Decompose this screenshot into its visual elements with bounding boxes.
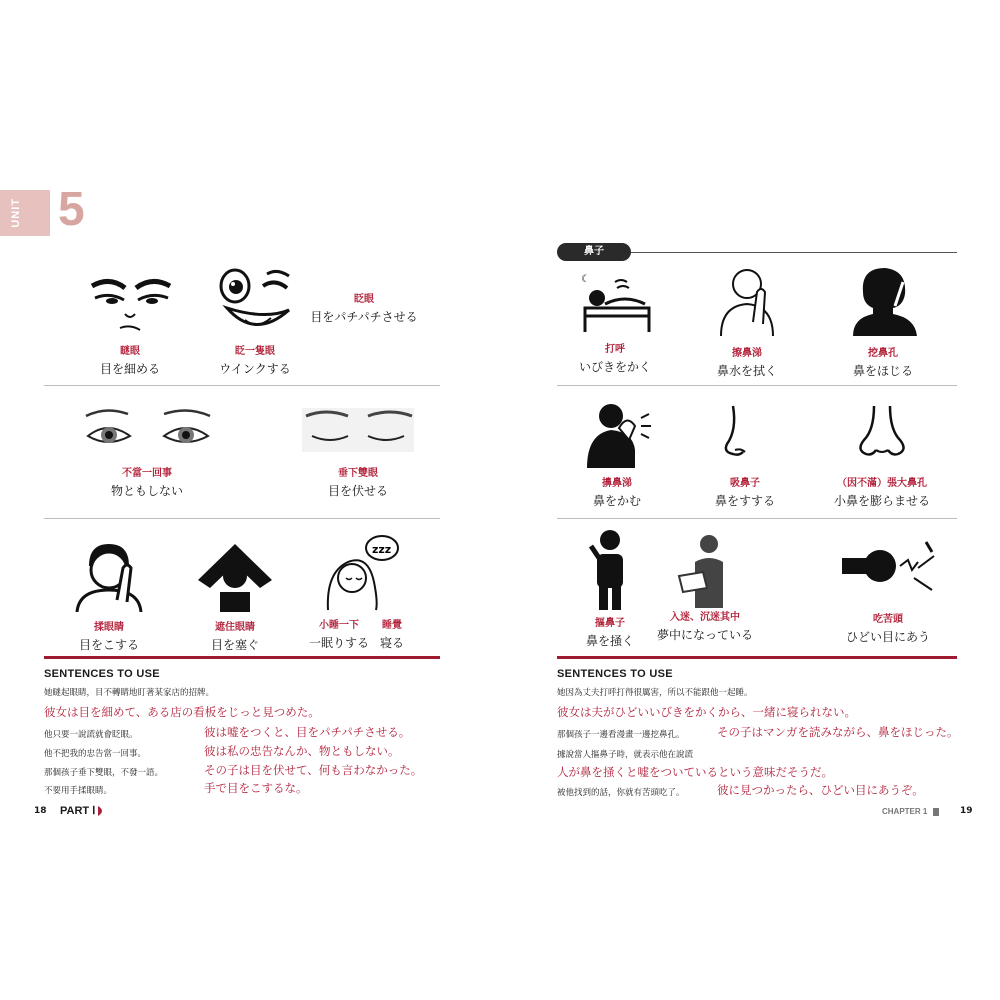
sleeping-woman-icon — [322, 532, 402, 612]
vocab-jp: 鼻を掻く — [585, 634, 634, 648]
vocab-zh: 小睡一下 — [319, 620, 359, 631]
vocab-jp: 一眠りする — [308, 636, 369, 650]
sentence-jp: 彼は嘘をつくと、目をパチパチさせる。 — [204, 725, 411, 739]
vocab-jp: ウインクする — [219, 362, 291, 376]
vocab-item-cover-eyes — [190, 536, 280, 653]
vocab-zh: 不當一回事 — [122, 468, 172, 479]
person-scratching-nose-icon — [585, 528, 635, 610]
vocab-item-snore — [570, 268, 660, 375]
sentences-rule — [557, 656, 957, 659]
sentence-zh: 被他找到的話，你就有苦頭吃了。 — [557, 788, 685, 798]
row-divider — [44, 518, 440, 519]
flared-nostrils-icon — [852, 400, 912, 468]
punch-impact-icon — [838, 538, 938, 600]
vocab-zh: 眨一隻眼 — [235, 346, 275, 357]
vocab-jp: 小鼻を膨らませる — [833, 494, 930, 508]
vocab-zh: 打呼 — [605, 344, 625, 355]
sentence-zh: 她因為丈夫打呼打得很厲害，所以不能跟他一起睡。 — [557, 688, 753, 698]
vocab-zh: 垂下雙眼 — [338, 468, 378, 479]
vocab-jp: 鼻をかむ — [592, 494, 641, 508]
vocab-jp: 寝る — [379, 636, 404, 650]
vocab-item-flare-nostrils — [822, 400, 942, 509]
row-divider — [44, 385, 440, 386]
squinting-face-icon — [70, 268, 190, 342]
vocab-item-blink — [306, 290, 422, 325]
vocab-zh: 吸鼻子 — [730, 478, 760, 489]
vocab-item-squint — [70, 268, 190, 377]
svg-text:zzz: zzz — [372, 543, 392, 556]
open-eyes-icon — [72, 404, 222, 456]
vocab-jp: 夢中になっている — [656, 628, 753, 642]
sentence-jp: その子は目を伏せて、何も言わなかった。 — [204, 763, 423, 777]
vocab-zh: 擤鼻涕 — [602, 478, 632, 489]
person-wiping-nose-icon — [707, 262, 787, 336]
downcast-eyes-icon — [296, 404, 420, 456]
sentence-zh: 那個孩子垂下雙眼，不發一語。 — [44, 768, 164, 778]
sentence-zh: 他不把我的忠告當一回事。 — [44, 749, 147, 759]
vocab-item-ignore — [72, 404, 222, 499]
vocab-zh: 揉眼睛 — [94, 622, 124, 633]
vocab-item-scratch-nose — [570, 528, 650, 649]
sentences-title: SENTENCES TO USE — [557, 668, 673, 680]
vocab-item-wink — [200, 254, 310, 377]
vocab-jp: 鼻をほじる — [852, 364, 913, 378]
row-divider — [557, 385, 957, 386]
snoring-in-bed-icon — [575, 268, 655, 336]
sentence-zh: 她瞇起眼睛，目不轉睛地盯著某家店的招牌。 — [44, 688, 215, 698]
svg-text:☾: ☾ — [581, 274, 590, 285]
sentence-jp: 人が鼻を掻くと嘘をついているという意味だそうだ。 — [557, 765, 833, 779]
unit-number: 5 — [58, 183, 85, 236]
vocab-jp: 目を塞ぐ — [210, 638, 259, 652]
vocab-item-nap — [306, 616, 372, 651]
chapter-marker-icon — [933, 808, 939, 816]
vocab-item-lower-eyes — [296, 404, 420, 499]
vocab-item-nap-icon-wrap — [322, 532, 402, 612]
sentence-zh: 不要用手揉眼睛。 — [44, 786, 113, 796]
vocab-zh: 擦鼻涕 — [732, 348, 762, 359]
vocab-jp: いびきをかく — [578, 360, 651, 374]
vocab-item-pick-nose — [838, 262, 928, 379]
vocab-zh: 眨眼 — [354, 294, 374, 305]
vocab-zh: （因不滿）張大鼻孔 — [837, 478, 927, 489]
vocab-item-blow-nose — [572, 400, 662, 509]
vocab-zh: 睡覺 — [382, 620, 402, 631]
vocab-jp: ひどい目にあう — [845, 630, 930, 644]
person-rubbing-eyes-icon — [69, 536, 149, 612]
chapter-label: CHAPTER 1 — [882, 807, 928, 816]
person-picking-nose-icon — [843, 262, 923, 336]
row-divider — [557, 518, 957, 519]
page-number-left: 18 — [34, 806, 47, 816]
winking-face-icon — [205, 254, 305, 342]
vocab-zh: 入迷、沉迷其中 — [670, 612, 740, 623]
vocab-jp: 物ともしない — [110, 484, 183, 498]
sentence-jp: 彼女は目を細めて、ある店の看板をじっと見つめた。 — [44, 705, 320, 719]
vocab-zh: 摳鼻子 — [595, 618, 625, 629]
sentence-zh: 據說當人摳鼻子時，就表示他在說謊 — [557, 750, 694, 760]
vocab-zh: 瞇眼 — [120, 346, 140, 357]
vocab-zh: 遮住眼睛 — [215, 622, 255, 633]
person-reading-book-icon — [673, 532, 737, 608]
vocab-item-sniff — [700, 400, 790, 509]
vocab-zh: 挖鼻孔 — [868, 348, 898, 359]
vocab-item-absorbed — [650, 532, 760, 643]
sentence-zh: 他只要一說謊就會眨眼。 — [44, 730, 138, 740]
vocab-jp: 目を伏せる — [327, 484, 388, 498]
sentence-jp: 彼は私の忠告なんか、物ともしない。 — [204, 744, 400, 758]
vocab-jp: 鼻をすする — [714, 494, 776, 508]
sentences-rule — [44, 656, 440, 659]
vocab-item-bad-time — [828, 538, 948, 645]
vocab-jp: 目をパチパチさせる — [310, 310, 418, 324]
person-covering-eyes-icon — [192, 536, 278, 612]
part-label: PART Ⅰ — [60, 805, 96, 817]
unit-tab — [0, 190, 50, 236]
vocab-jp: 鼻水を拭く — [716, 364, 777, 378]
unit-label: UNIT — [10, 198, 22, 228]
page-number-right: 19 — [960, 806, 973, 816]
vocab-item-rub-eyes — [64, 536, 154, 653]
person-blowing-nose-icon — [579, 400, 655, 468]
vocab-item-wipe-nose — [702, 262, 792, 379]
vocab-zh: 吃苦頭 — [873, 614, 903, 625]
vocab-jp: 目を細める — [99, 362, 160, 376]
sentence-zh: 那個孩子一邊看漫畫一邊挖鼻孔。 — [557, 730, 685, 740]
sentences-title: SENTENCES TO USE — [44, 668, 160, 680]
sentence-jp: その子はマンガを読みながら、鼻をほじった。 — [717, 725, 959, 739]
vocab-jp: 目をこする — [78, 638, 139, 652]
sentence-jp: 手で目をこするな。 — [204, 781, 308, 795]
section-tag-nose: 鼻子 — [557, 243, 631, 261]
nose-outline-icon — [715, 400, 775, 468]
vocab-item-sleep — [372, 616, 412, 651]
sentence-jp: 彼女は夫がひどいいびきをかくから、一緒に寝られない。 — [557, 705, 856, 719]
sentence-jp: 彼に見つかったら、ひどい目にあうぞ。 — [717, 783, 924, 797]
part-marker-icon — [98, 806, 106, 816]
